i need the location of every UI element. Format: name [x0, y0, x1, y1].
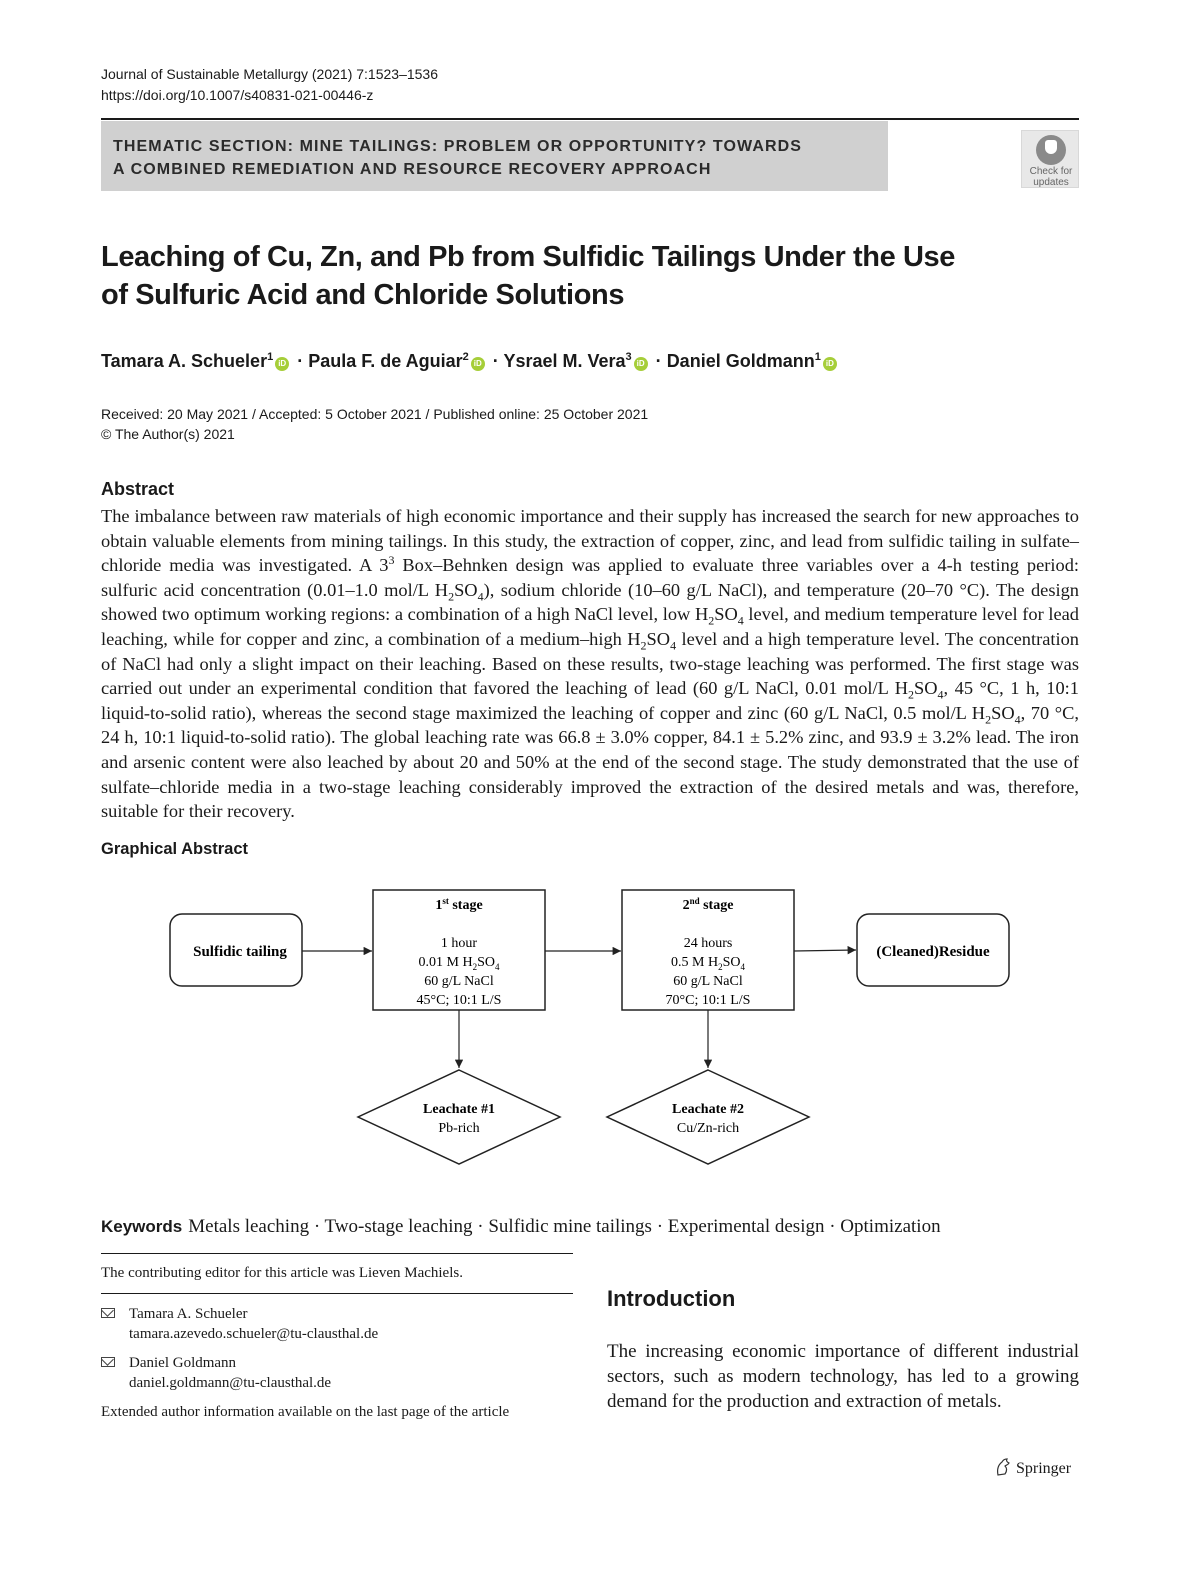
contact-name: Tamara A. Schueler: [129, 1306, 248, 1322]
abstract-run: SO: [914, 678, 938, 699]
stage-2-acid-a: 0.5 M H: [671, 955, 719, 970]
title-line-2: of Sulfuric Acid and Chloride Solutions: [101, 279, 625, 311]
abstract-run: , 45 °C, 1 h, 10:1 liquid-to-solid ratio), whereas the second stage maximized the leaching of copper and zinc (60 g/L NaCl, 0.5 mol/L H: [101, 678, 1079, 723]
stage-2-word: stage: [699, 898, 734, 913]
output-node-label: (Cleaned)Residue: [876, 944, 990, 960]
input-node-label: Sulfidic tailing: [193, 944, 287, 960]
abstract-run: 2: [448, 589, 455, 604]
header-rule: [101, 118, 1079, 120]
leachate-2-node: [607, 1070, 809, 1164]
stage-1-word: stage: [448, 898, 483, 913]
stage-2-duration: 24 hours: [683, 936, 733, 951]
stage-2-num: 2: [682, 898, 690, 913]
check-line-2: updates: [1033, 177, 1069, 188]
contact-name-row: [101, 1304, 378, 1324]
abstract-text: [101, 504, 1079, 824]
stage-2-acid-sub2: 4: [740, 962, 745, 972]
abstract-run: SO: [646, 628, 671, 649]
author-affiliation: 3: [625, 351, 632, 363]
contact-author: [101, 1353, 331, 1393]
stage-1-acid-b: SO: [477, 955, 495, 970]
abstract-run: 4: [937, 687, 944, 702]
thematic-line-2: A COMBINED REMEDIATION AND RESOURCE RECOVERY APPROACH: [113, 161, 712, 178]
abstract-run: The imbalance between raw materials of high economic importance and their supply has increased the search for new approaches to obtain valuable elements from mining tailings. In this study, the extraction of copper, zinc, and lead from sulfidic tailing in sulfate–chloride media was investigated. A 3: [101, 506, 1079, 576]
graphical-abstract-heading: Graphical Abstract: [101, 840, 249, 858]
stage-2-acid: [671, 955, 745, 972]
orcid-icon[interactable]: iD: [634, 357, 648, 371]
article-title: [101, 238, 961, 314]
abstract-run: 4: [670, 638, 677, 653]
stage-2-node: [622, 890, 794, 1010]
stage-1-duration: 1 hour: [440, 936, 478, 951]
abstract-run: 3: [388, 553, 395, 568]
abstract-run: 4: [1014, 712, 1021, 727]
stage-1-acid: [419, 955, 500, 972]
introduction-text: The increasing economic importance of different industrial sectors, such as modern technology, has led to a growing demand for the production and extraction of metals.: [607, 1341, 1079, 1412]
abstract-run: 2: [640, 638, 647, 653]
abstract-heading: Abstract: [101, 479, 175, 499]
abstract-run: SO: [714, 604, 738, 625]
author-list: [101, 344, 840, 374]
thematic-section-banner: [101, 121, 888, 191]
stage-2-acid-sub1: 2: [718, 962, 723, 972]
input-node: [170, 914, 302, 986]
footnote-rule: [101, 1253, 573, 1254]
abstract-run: 2: [985, 712, 992, 727]
editor-note: The contributing editor for this article was Lieven Machiels.: [101, 1265, 463, 1281]
introduction-heading: Introduction: [607, 1286, 736, 1311]
doi-link[interactable]: https://doi.org/10.1007/s40831-021-00446-z: [101, 87, 374, 103]
orcid-icon[interactable]: iD: [275, 357, 289, 371]
abstract-run: 4: [477, 589, 484, 604]
author-affiliation: 1: [814, 351, 821, 363]
stage-1-conditions: 45°C; 10:1 L/S: [416, 993, 502, 1008]
stage-2-conditions: 70°C; 10:1 L/S: [665, 993, 751, 1008]
abstract-run: level, and medium temperature level for lead leaching, while for copper and zinc, a combination of a medium–high H: [101, 604, 1079, 649]
leachate-1-sub: Pb-rich: [438, 1121, 480, 1136]
stage-1-acid-sub2: 4: [494, 962, 500, 972]
publisher-logo: [995, 1458, 1071, 1480]
author-separator: ·: [492, 351, 499, 371]
stage-2-acid-b: SO: [722, 955, 741, 970]
flow-arrow: [794, 950, 856, 951]
stage-1-node: [373, 890, 545, 1010]
stage-1-acid-a: 0.01 M H: [418, 955, 473, 970]
output-node: [857, 914, 1009, 986]
author-affiliation: 1: [267, 351, 274, 363]
orcid-icon[interactable]: iD: [471, 357, 485, 371]
abstract-run: SO: [991, 702, 1015, 723]
contact-email[interactable]: daniel.goldmann@tu-clausthal.de: [129, 1375, 332, 1391]
thematic-line-1: THEMATIC SECTION: MINE TAILINGS: PROBLEM OR OPPORTUNITY? TOWARDS: [113, 138, 803, 155]
leachate-2-title: Leachate #2: [672, 1102, 744, 1117]
springer-horse-icon: [995, 1458, 1011, 1476]
abstract-run: Box–Behnken design was applied to evaluate three variables over a 4-h testing period: sulfuric acid concentration (0.01–1.0 mol/L H: [101, 555, 1079, 600]
bookmark-icon: [1036, 135, 1066, 165]
contact-name: Daniel Goldmann: [129, 1355, 237, 1371]
publication-dates: [101, 404, 648, 444]
author-affiliation: 2: [462, 351, 469, 363]
envelope-icon: [101, 1308, 115, 1318]
abstract-run: , 70 °C, 24 h, 10:1 liquid-to-solid ratio). The global leaching rate was 66.8 ± 3.0% copper, 84.1 ± 5.2% zinc, and 93.9 ± 3.2% lead. The iron and arsenic content were also leached by about 20 and 50% at the end of the second stage. The study demonstrated that the use of sulfate–chloride media in a two-stage leaching considerably improved the extraction of the desired metals and was, therefore, suitable for their recovery.: [101, 702, 1079, 822]
journal-header: [101, 64, 438, 106]
author-name[interactable]: Paula F. de Aguiar: [308, 351, 463, 371]
author-separator: ·: [655, 351, 662, 371]
contact-email[interactable]: tamara.azevedo.schueler@tu-clausthal.de: [129, 1326, 379, 1342]
contact-name-row: [101, 1353, 331, 1373]
publisher-name: Springer: [1016, 1460, 1072, 1477]
abstract-run: 2: [708, 614, 715, 629]
copyright: © The Author(s) 2021: [101, 426, 235, 442]
orcid-icon[interactable]: iD: [823, 357, 837, 371]
keywords-list: Metals leaching · Two-stage leaching · Sulfidic mine tailings · Experimental design · Optimization: [188, 1216, 941, 1237]
abstract-run: 2: [908, 687, 914, 702]
journal-citation: Journal of Sustainable Metallurgy (2021) 7:1523–1536: [101, 66, 439, 82]
history-dates: Received: 20 May 2021 / Accepted: 5 October 2021 / Published online: 25 October 2021: [101, 406, 649, 422]
check-for-updates-label: [1022, 166, 1080, 188]
keywords: [101, 1214, 941, 1240]
extended-info-note: Extended author information available on the last page of the article: [101, 1404, 510, 1420]
leachate-2-sub: Cu/Zn-rich: [676, 1121, 740, 1136]
author-name[interactable]: Tamara A. Schueler: [101, 351, 268, 371]
stage-2-sup: nd: [689, 896, 700, 906]
graphical-abstract-diagram: [160, 880, 1030, 1180]
footnote-rule: [101, 1293, 573, 1294]
keywords-label: Keywords: [101, 1217, 183, 1236]
stage-1-sup: st: [442, 896, 449, 906]
check-line-1: Check for: [1029, 166, 1073, 177]
abstract-run: SO: [454, 579, 478, 600]
leachate-1-title: Leachate #1: [423, 1102, 495, 1117]
author-name[interactable]: Ysrael M. Vera: [503, 351, 626, 371]
envelope-icon: [101, 1357, 115, 1367]
contact-author: [101, 1304, 378, 1344]
author-separator: ·: [297, 351, 304, 371]
title-line-1: Leaching of Cu, Zn, and Pb from Sulfidic Tailings Under the Use: [101, 241, 955, 273]
abstract-run: ), sodium chloride (10–60 g/L NaCl), and temperature (20–70 °C). The design showed two optimum working regions: a combination of a high NaCl level, low H: [101, 579, 1080, 625]
stage-1-nacl: 60 g/L NaCl: [424, 974, 494, 989]
abstract-run: 4: [737, 614, 744, 629]
author-name[interactable]: Daniel Goldmann: [666, 351, 815, 371]
stage-1-acid-sub1: 2: [472, 962, 478, 972]
abstract-run: level and a high temperature level. The concentration of NaCl had only a slight impact on their leaching. Based on these results, two-stage leaching was performed. The first stage was carried out under an experimental condition that favored the leaching of lead (60 g/L NaCl, 0.01 mol/L H: [101, 628, 1079, 699]
stage-1-num: 1: [435, 898, 443, 913]
leachate-1-node: [358, 1070, 560, 1164]
check-for-updates-badge[interactable]: [1021, 130, 1079, 188]
stage-2-nacl: 60 g/L NaCl: [673, 974, 743, 989]
